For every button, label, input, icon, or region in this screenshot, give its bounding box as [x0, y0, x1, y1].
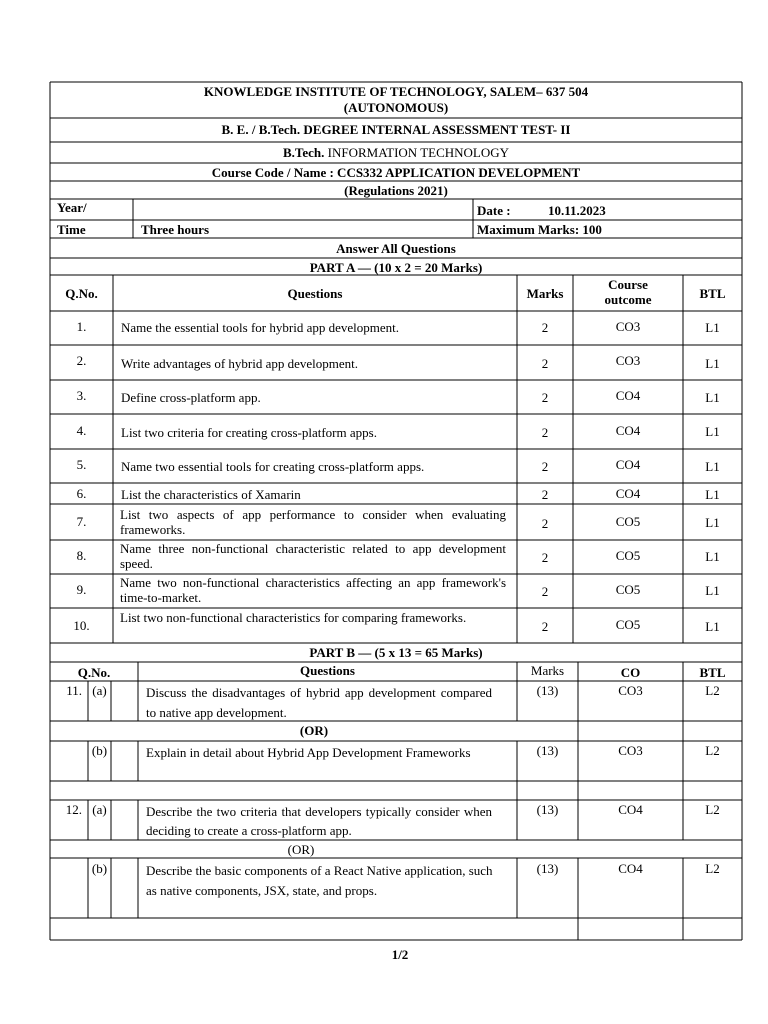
co: CO4: [618, 802, 643, 817]
btl: L1: [705, 619, 720, 634]
instruction: Answer All Questions: [336, 241, 456, 256]
question-text: List two criteria for creating cross-platform apps.: [121, 425, 377, 440]
col-btl: BTL: [699, 286, 726, 301]
btl: L1: [705, 515, 720, 530]
time-label: Time: [57, 222, 86, 237]
course-outcome: CO5: [615, 617, 641, 632]
sub-label: (b): [91, 743, 108, 758]
course-outcome: CO4: [615, 457, 641, 472]
max-marks: Maximum Marks: 100: [477, 222, 602, 237]
date-value: 10.11.2023: [548, 203, 606, 218]
qno: 7.: [76, 514, 87, 529]
btl: L1: [705, 424, 720, 439]
col-questions: Questions: [300, 663, 355, 678]
course-outcome: CO4: [615, 388, 641, 403]
marks: 2: [541, 550, 549, 565]
marks: (13): [536, 802, 559, 817]
question-text: Describe the basic components of a React Native application, such as native components, JSX, state, and props.: [146, 863, 493, 898]
course-outcome: CO5: [615, 514, 641, 529]
question-text: List the characteristics of Xamarin: [121, 487, 301, 502]
btl: L1: [705, 583, 720, 598]
question-text: Name the essential tools for hybrid app development.: [121, 320, 399, 335]
marks: (13): [536, 683, 559, 698]
qno: 9.: [76, 582, 87, 597]
branch-line: [50, 145, 742, 160]
autonomous-label: (AUTONOMOUS): [343, 100, 449, 115]
qno: 2.: [76, 353, 87, 368]
question-text: Name two non-functional characteristics affecting an app framework's time-to-market.: [120, 575, 506, 605]
btl: L2: [705, 861, 720, 876]
col-marks: Marks: [526, 286, 564, 301]
sub-label: (a): [92, 683, 107, 698]
course-outcome: CO3: [615, 353, 641, 368]
qno: 4.: [76, 423, 87, 438]
course-outcome: CO3: [615, 319, 641, 334]
question-text: Discuss the disadvantages of hybrid app development compared to native app development.: [146, 685, 492, 720]
question-text: List two aspects of app performance to consider when evaluating frameworks.: [120, 507, 506, 537]
col-co: CO: [620, 665, 641, 680]
course-outcome: CO4: [615, 423, 641, 438]
btl: L1: [705, 390, 720, 405]
question-text: Write advantages of hybrid app development.: [121, 356, 359, 371]
qno: 8.: [76, 548, 87, 563]
col-qno: Q.No.: [65, 286, 98, 301]
col-btl: BTL: [699, 665, 726, 680]
marks: 2: [541, 390, 549, 405]
qno: 1.: [76, 319, 87, 334]
qno: 11.: [66, 683, 82, 698]
col-marks: Marks: [530, 663, 565, 678]
btl: L1: [705, 459, 720, 474]
marks: (13): [536, 743, 559, 758]
qno: 12.: [65, 802, 82, 817]
qno: 10.: [73, 618, 90, 633]
institute-name: KNOWLEDGE INSTITUTE OF TECHNOLOGY, SALEM– 637 504: [203, 84, 589, 99]
question-text: Name two essential tools for creating cross-platform apps.: [121, 459, 425, 474]
btl: L1: [705, 549, 720, 564]
or-separator-11: (OR): [299, 723, 329, 738]
btl: L2: [705, 683, 720, 698]
degree-title: B. E. / B.Tech. DEGREE INTERNAL ASSESSMENT TEST- II: [221, 122, 571, 137]
co: CO3: [618, 743, 643, 758]
marks: 2: [541, 459, 549, 474]
marks: 2: [541, 320, 549, 335]
marks: 2: [541, 516, 549, 531]
btl: L1: [705, 320, 720, 335]
part-b-title: PART B — (5 x 13 = 65 Marks): [309, 645, 483, 660]
date-label: Date :: [477, 203, 511, 218]
col-course-outcome: Course outcome: [604, 277, 652, 307]
time-value: Three hours: [141, 222, 210, 237]
course-outcome: CO5: [615, 582, 641, 597]
or-separator-12: (OR): [287, 842, 315, 857]
sub-label: (b): [91, 861, 108, 876]
question-text: Explain in detail about Hybrid App Development Frameworks: [146, 745, 471, 760]
branch-name: INFORMATION TECHNOLOGY: [327, 145, 510, 160]
course-name: Course Code / Name : CCS332 APPLICATION DEVELOPMENT: [211, 165, 581, 180]
course-outcome: CO4: [615, 486, 641, 501]
co: CO3: [618, 683, 643, 698]
qno: 5.: [76, 457, 87, 472]
regulations: (Regulations 2021): [344, 183, 448, 198]
btl: L2: [705, 743, 720, 758]
branch-prefix: B.Tech.: [282, 145, 325, 160]
question-text: Describe the two criteria that developers typically consider when deciding to create a cross-platform app.: [146, 804, 492, 838]
co: CO4: [618, 861, 643, 876]
qno: 3.: [76, 388, 87, 403]
marks: 2: [541, 584, 549, 599]
btl: L2: [705, 802, 720, 817]
question-text: Name three non-functional characteristic related to app development speed.: [120, 541, 506, 571]
marks: 2: [541, 356, 549, 371]
year-label: Year/: [57, 200, 87, 215]
marks: 2: [541, 425, 549, 440]
btl: L1: [705, 487, 720, 502]
col-qno: Q.No.: [77, 665, 111, 680]
question-text: List two non-functional characteristics for comparing frameworks.: [120, 610, 467, 625]
page-number: 1/2: [391, 947, 409, 962]
sub-label: (a): [92, 802, 107, 817]
marks: (13): [536, 861, 559, 876]
marks: 2: [541, 487, 549, 502]
qno: 6.: [76, 486, 87, 501]
marks: 2: [541, 619, 549, 634]
col-questions: Questions: [287, 286, 343, 301]
question-text: Define cross-platform app.: [121, 390, 261, 405]
course-outcome: CO5: [615, 548, 641, 563]
btl: L1: [705, 356, 720, 371]
part-a-title: PART A — (10 x 2 = 20 Marks): [309, 260, 483, 275]
